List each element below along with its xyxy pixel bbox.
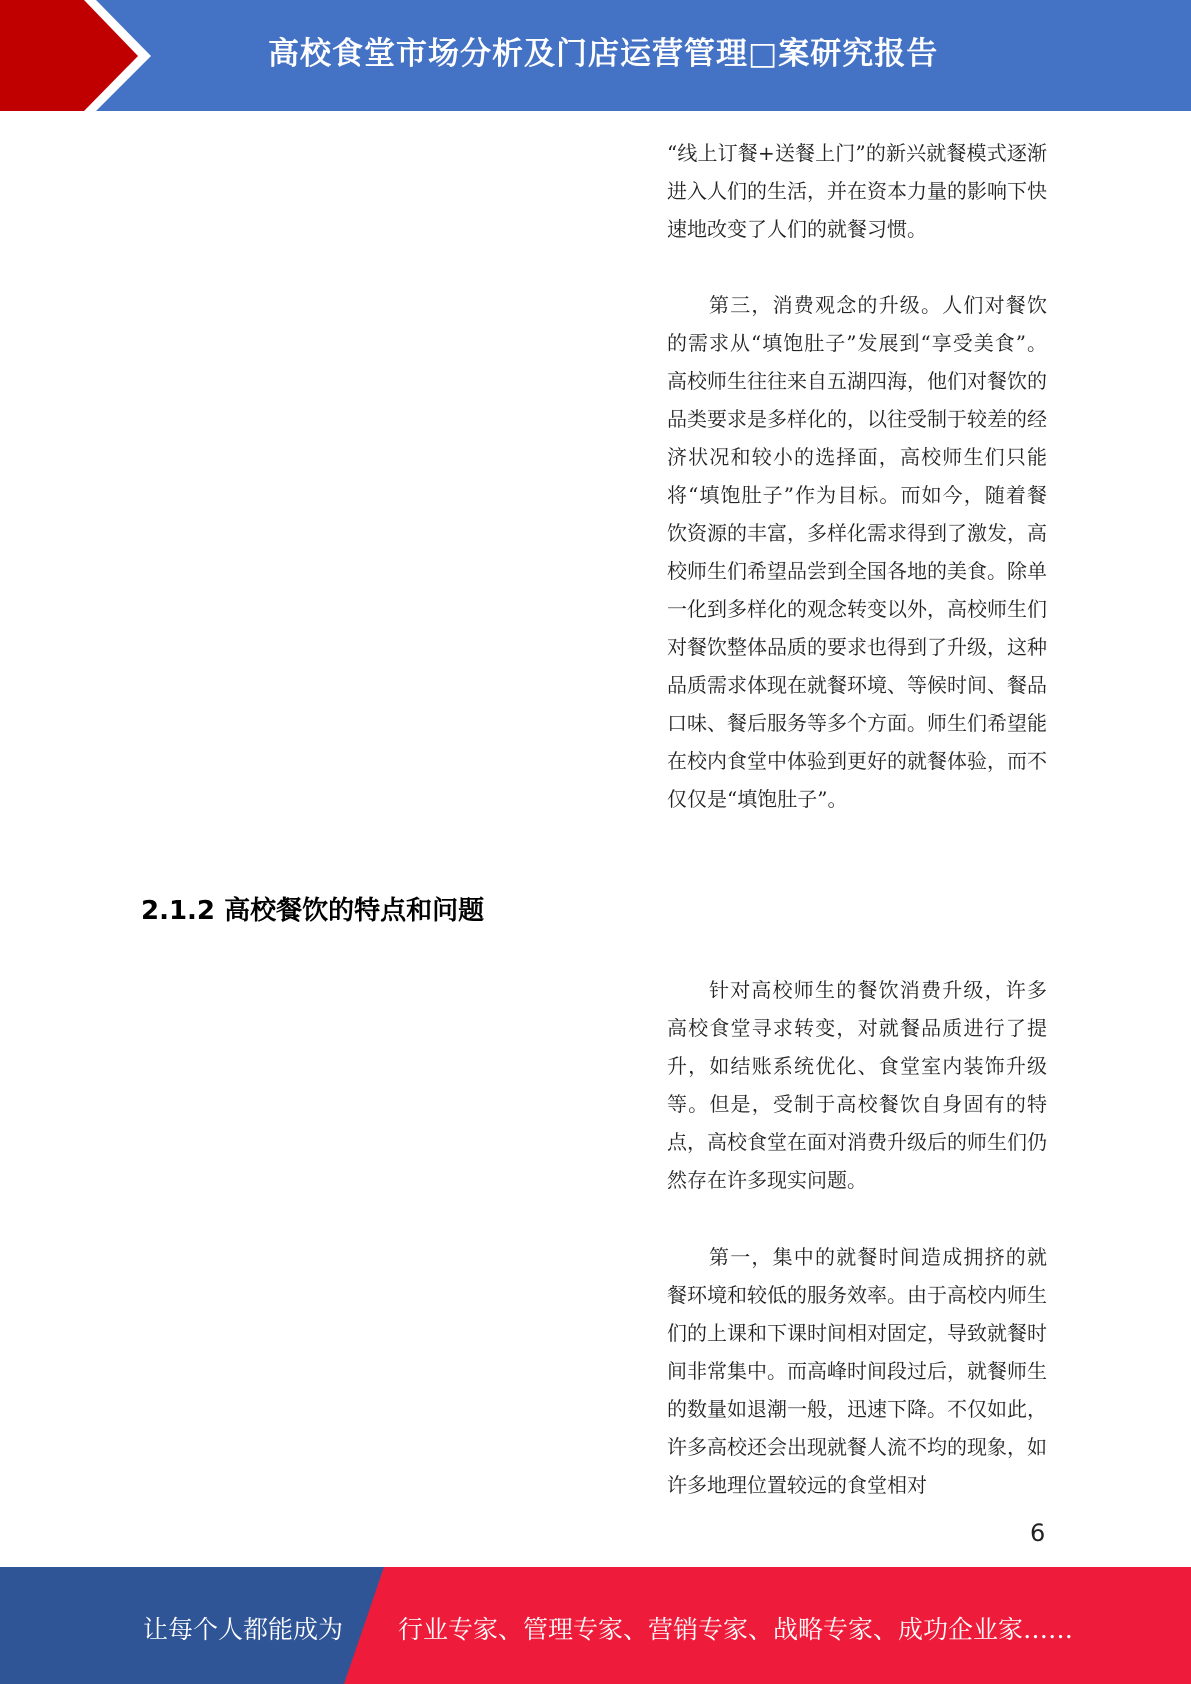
header-bar: [0, 0, 1191, 111]
paragraph-intro: [667, 971, 1047, 1199]
paragraph-third-point: [667, 286, 1047, 818]
header-arrow-decoration: [0, 0, 160, 111]
header-title: 高校食堂市场分析及门店运营管理□案研究报告: [268, 36, 939, 72]
paragraph-continuation: [667, 134, 1047, 248]
page-number: 6: [1030, 1519, 1046, 1547]
section-heading: 2.1.2 高校餐饮的特点和问题: [141, 896, 485, 926]
footer-bar: [0, 1567, 1191, 1684]
footer-slogan-right: 行业专家、管理专家、营销专家、战略专家、成功企业家……: [398, 1615, 1074, 1644]
paragraph-text: 第三，消费观念的升级。人们对餐饮的需求从“填饱肚子”发展到“享受美食”。高校师生往往来自五湖四海，他们对餐饮的品类要求是多样化的，以往受制于较差的经济状况和较小的选择面，高校师生们只能将“填饱肚子”作为目标。而如今，随着餐饮资源的丰富，多样化需求得到了激发，高校师生们希望品尝到全国各地的美食。除单一化到多样化的观念转变以外，高校师生们对餐饮整体品质的要求也得到了升级，这种品质需求体现在就餐环境、等候时间、餐品口味、餐后服务等多个方面。师生们希望能在校内食堂中体验到更好的就餐体验，而不仅仅是“填饱肚子”。: [667, 293, 1047, 811]
arrow-shape: [0, 0, 138, 111]
paragraph-text: 第一，集中的就餐时间造成拥挤的就餐环境和较低的服务效率。由于高校内师生们的上课和下课时间相对固定，导致就餐时间非常集中。而高峰时间段过后，就餐师生的数量如退潮一般，迅速下降。不仅如此，许多高校还会出现就餐人流不均的现象，如许多地理位置较远的食堂相对: [667, 1245, 1047, 1497]
footer-slogan-left: 让每个人都能成为: [143, 1615, 344, 1644]
paragraph-first-point: [667, 1238, 1047, 1504]
paragraph-text: “线上订餐+送餐上门”的新兴就餐模式逐渐进入人们的生活，并在资本力量的影响下快速地改变了人们的就餐习惯。: [667, 141, 1047, 241]
paragraph-text: 针对高校师生的餐饮消费升级，许多高校食堂寻求转变，对就餐品质进行了提升，如结账系统优化、食堂室内装饰升级等。但是，受制于高校餐饮自身固有的特点，高校食堂在面对消费升级后的师生们仍然存在许多现实问题。: [667, 978, 1047, 1192]
